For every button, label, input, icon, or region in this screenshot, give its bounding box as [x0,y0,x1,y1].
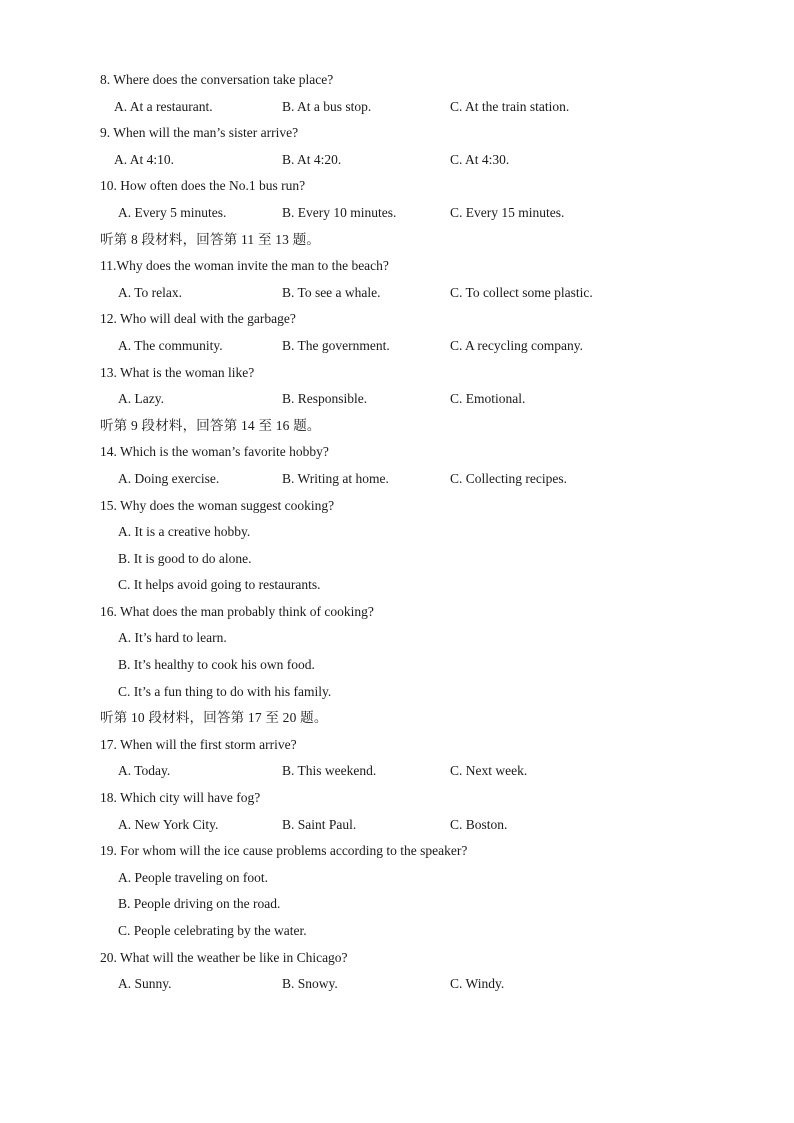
section-instruction: 听第 9 段材料，回答第 14 至 16 题。 [100,417,321,433]
answer-option-a: A. Every 5 minutes. [118,204,227,220]
answer-options-row [100,971,720,998]
answer-option-a: A. Doing exercise. [118,470,220,486]
answer-option-c: C. Windy. [450,976,505,992]
answer-option-c: C. At the train station. [450,98,570,114]
question-text: 17. When will the first storm arrive? [100,736,297,752]
answer-option-a: A. Today. [118,763,171,779]
question-text: 13. What is the woman like? [100,364,255,380]
answer-option: B. It is good to do alone. [118,550,252,566]
answer-option-b: B. The government. [282,337,390,353]
question-text: 9. When will the man’s sister arrive? [100,125,299,141]
question-text: 14. Which is the woman’s favorite hobby? [100,444,329,460]
question-text: 16. What does the man probably think of cooking? [100,603,374,619]
answer-option-c: C. Next week. [450,763,528,779]
answer-option-b: B. Saint Paul. [282,816,357,832]
answer-option-c: C. Collecting recipes. [450,470,567,486]
answer-option-b: B. Writing at home. [282,470,389,486]
answer-options-row [100,386,720,413]
answer-option-a: A. At a restaurant. [114,98,213,114]
answer-option-b: B. At 4:20. [282,151,342,167]
answer-option: B. People driving on the road. [118,896,281,912]
answer-option-b: B. Snowy. [282,976,338,992]
answer-option: A. It is a creative hobby. [118,524,251,540]
listening-questions [100,67,720,998]
answer-option-b: B. To see a whale. [282,284,381,300]
answer-options-row [100,94,720,121]
question-text: 8. Where does the conversation take place? [100,72,334,87]
question-text: 19. For whom will the ice cause problems according to the speaker? [100,843,468,859]
answer-option-b: B. Every 10 minutes. [282,204,397,220]
answer-option-b: B. Responsible. [282,391,368,407]
answer-option-c: C. Boston. [450,816,508,832]
answer-option-c: C. Every 15 minutes. [450,204,565,220]
answer-options-row [100,758,720,785]
answer-option-b: B. This weekend. [282,763,377,779]
answer-option-a: A. Lazy. [118,391,164,407]
answer-option: C. It helps avoid going to restaurants. [118,577,321,593]
question-text: 18. Which city will have fog? [100,790,261,806]
question-text: 15. Why does the woman suggest cooking? [100,497,335,513]
question-text: 10. How often does the No.1 bus run? [100,178,306,194]
answer-options-row [100,200,720,227]
answer-option-a: A. At 4:10. [114,151,175,167]
answer-option: A. It’s hard to learn. [118,630,227,646]
answer-options-row [100,280,720,307]
answer-options-row [100,147,720,174]
answer-option-c: C. To collect some plastic. [450,284,593,300]
answer-option-a: A. The community. [118,337,223,353]
section-instruction: 听第 10 段材料，回答第 17 至 20 题。 [100,710,328,726]
answer-option-b: B. At a bus stop. [282,98,372,114]
answer-options-row [100,333,720,360]
question-text: 12. Who will deal with the garbage? [100,311,296,327]
question-text: 20. What will the weather be like in Chicago? [100,949,348,965]
answer-option-c: C. A recycling company. [450,337,583,353]
answer-option: C. It’s a fun thing to do with his family. [118,683,332,699]
section-instruction: 听第 8 段材料，回答第 11 至 13 题。 [100,231,321,247]
answer-option-c: C. Emotional. [450,391,526,407]
answer-option-a: A. Sunny. [118,976,172,992]
answer-option-c: C. At 4:30. [450,151,510,167]
answer-options-row [100,812,720,839]
answer-option: B. It’s healthy to cook his own food. [118,657,315,673]
answer-option-a: A. To relax. [118,284,183,300]
answer-option: C. People celebrating by the water. [118,923,307,938]
answer-options-row [100,466,720,493]
answer-option-a: A. New York City. [118,816,219,832]
question-text: 11.Why does the woman invite the man to the beach? [100,258,389,274]
answer-option: A. People traveling on foot. [118,869,268,885]
